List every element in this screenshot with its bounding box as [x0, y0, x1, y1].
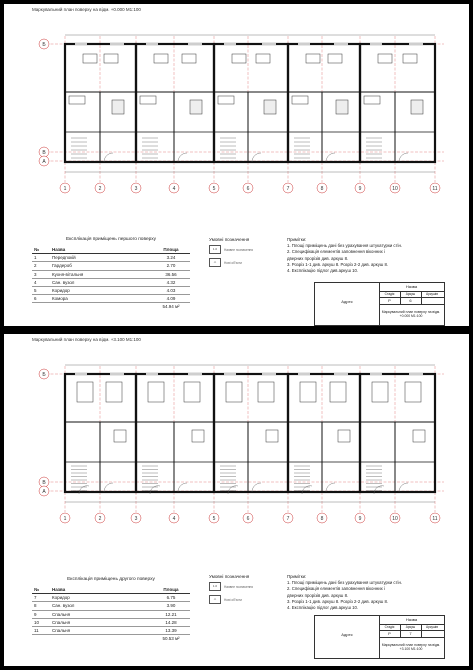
dining-table: [154, 54, 168, 63]
door-swing: [104, 483, 113, 492]
bathtub: [338, 430, 350, 442]
sofa: [182, 54, 196, 63]
kitchen-counter: [218, 96, 234, 104]
wall-outline: [214, 374, 288, 492]
legend-title: Умовні позначення: [209, 574, 250, 579]
axis-number-label: 10: [392, 516, 398, 522]
note-line: 3. Розріз 1-1 див. аркуш 8. Розріз 2-2 див. аркуш 8.: [287, 261, 389, 267]
header-cell: Назва: [50, 586, 152, 594]
header-cell: №: [32, 586, 50, 594]
cell-number: 11: [32, 627, 50, 635]
axis-number-label: 11: [432, 186, 438, 192]
total-area: 50.53 м²: [162, 636, 180, 642]
door-swing: [399, 483, 408, 492]
existing-mark-icon: 1.0: [209, 245, 221, 254]
bathtub: [114, 430, 126, 442]
door-swing: [178, 483, 187, 492]
sheets-header: Аркушів: [426, 625, 438, 629]
axis-letter-label: В: [42, 150, 46, 156]
axis-number-label: 9: [358, 516, 362, 522]
door-swing: [399, 153, 408, 162]
sheet-number: 7: [409, 631, 412, 636]
cell-number: 6: [32, 295, 50, 303]
sofa: [403, 54, 417, 63]
existing-mark-icon: 1.0: [209, 582, 221, 591]
axis-number-label: 3: [134, 516, 138, 522]
axis-number-label: 4: [172, 516, 176, 522]
axis-number-label: 4: [172, 186, 176, 192]
kitchen-counter: [140, 96, 156, 104]
plan-title: Маркувальний план поверху на відм. +3.100 М1:100: [32, 337, 141, 342]
axis-number-label: 1: [63, 186, 67, 192]
bed: [77, 382, 93, 402]
bed: [405, 382, 421, 402]
door-swing: [252, 483, 261, 492]
cell-area: 36.56: [152, 270, 190, 278]
cell-area: 12.21: [152, 610, 190, 618]
room-schedule-table: [32, 246, 190, 311]
sheets-header: Аркушів: [426, 292, 438, 296]
total-area: 54.94 м²: [162, 304, 180, 310]
cell-area: 3.24: [152, 254, 190, 262]
table-total-row: [32, 635, 190, 643]
header-cell: Площа: [152, 586, 190, 594]
storage-room: [190, 100, 202, 114]
axis-number-label: 6: [246, 516, 250, 522]
sheet-description: Маркувальний план поверху на відм. +0.000 М1:100: [381, 310, 441, 319]
notes: [287, 574, 459, 611]
sheet-description: Маркувальний план поверху на відм. +3.100 М1:100: [381, 643, 441, 652]
notes-title: Примітки:: [287, 237, 307, 242]
legend: [209, 574, 253, 608]
storage-room: [112, 100, 124, 114]
warning-triangle-icon: ⚠: [209, 258, 221, 267]
cell-name: Коридор: [50, 594, 152, 602]
bed: [330, 382, 346, 402]
cell-area: 14.28: [152, 618, 190, 626]
cell-name: Передпокій: [50, 254, 152, 262]
table-row: [32, 254, 190, 262]
kitchen-counter: [364, 96, 380, 104]
bathtub: [266, 430, 278, 442]
cell-area: 2.70: [152, 262, 190, 270]
header-cell: Назва: [50, 246, 152, 254]
door-swing: [104, 153, 113, 162]
floor-plan-drawing: [4, 4, 469, 199]
title-block: [314, 615, 445, 659]
sofa: [328, 54, 342, 63]
stage-value: Р: [388, 298, 391, 303]
stage-value: Р: [388, 631, 391, 636]
wall-outline: [136, 374, 214, 492]
axis-number-label: 11: [432, 516, 438, 522]
notes: [287, 237, 459, 274]
cell-area: 4.03: [152, 287, 190, 295]
cell-number: 7: [32, 594, 50, 602]
cell-name: Кухня-вітальня: [50, 270, 152, 278]
table-caption: Експлікація приміщень другого поверху: [67, 577, 155, 582]
table-row: [32, 594, 190, 602]
door-swing: [326, 153, 335, 162]
axis-number-label: 1: [63, 516, 67, 522]
cell-area: 6.75: [152, 594, 190, 602]
dining-table: [306, 54, 320, 63]
room-schedule-table: [32, 586, 190, 642]
bed: [372, 382, 388, 402]
floor-plan-drawing: [4, 334, 469, 529]
cell-name: Спальня: [50, 627, 152, 635]
warning-triangle-icon: ⚠: [209, 595, 221, 604]
wall-outline: [136, 44, 214, 162]
door-swing: [252, 153, 261, 162]
legend-item: ⚠ Нові об'єкти: [209, 595, 253, 604]
cell-name: Сан. вузол: [50, 602, 152, 610]
note-line: 1. Площі приміщень дані без урахування штукатурки стін.: [287, 243, 403, 249]
table-row: [32, 270, 190, 278]
table-row: [32, 627, 190, 635]
cell-name: Спальня: [50, 618, 152, 626]
legend-item: ⚠ Нові об'єкти: [209, 258, 253, 267]
bed: [258, 382, 274, 402]
title-block-address: Адрес: [341, 299, 353, 304]
notes-title: Примітки:: [287, 574, 307, 579]
bed: [148, 382, 164, 402]
title-block-address: Адрес: [341, 632, 353, 637]
drawing-sheet-ground-floor: [4, 4, 469, 326]
table-total-row: [32, 303, 190, 311]
title-block-name: Назва: [405, 617, 418, 622]
table-row: [32, 287, 190, 295]
wall-outline: [288, 374, 360, 492]
storage-room: [264, 100, 276, 114]
sheet-header: Аркуш: [405, 292, 416, 296]
sofa: [256, 54, 270, 63]
cell-name: Комора: [50, 295, 152, 303]
title-block-name: Назва: [405, 284, 418, 289]
door-swing: [178, 153, 187, 162]
storage-room: [336, 100, 348, 114]
sheet-header: Аркуш: [405, 625, 416, 629]
bathtub: [413, 430, 425, 442]
axis-number-label: 2: [98, 516, 102, 522]
wall-outline: [360, 374, 435, 492]
bathtub: [192, 430, 204, 442]
door-swing: [326, 483, 335, 492]
axis-number-label: 9: [358, 186, 362, 192]
note-line: 1. Площі приміщень дані без урахування штукатурки стін.: [287, 580, 403, 586]
note-line: 4. Експлікацію підлог див.аркуш 10.: [287, 268, 359, 274]
drawing-sheet-second-floor: [4, 334, 469, 666]
bed: [226, 382, 242, 402]
axis-number-label: 8: [320, 516, 324, 522]
table-caption: Експлікація приміщень першого поверху: [65, 237, 157, 242]
axis-number-label: 6: [246, 186, 250, 192]
storage-room: [411, 100, 423, 114]
cell-area: 13.39: [152, 627, 190, 635]
cell-number: 2: [32, 262, 50, 270]
bed: [184, 382, 200, 402]
note-line: 4. Експлікацію підлог див.аркуш 10.: [287, 605, 359, 611]
axis-letter-label: А: [42, 489, 46, 495]
header-cell: Площа: [152, 246, 190, 254]
legend: [209, 237, 253, 271]
table-row: [32, 618, 190, 626]
table-row: [32, 602, 190, 610]
legend-item: 1.0 Наявне позначення: [209, 582, 253, 591]
stage-header: Стадія: [384, 292, 395, 296]
bed: [300, 382, 316, 402]
cell-number: 8: [32, 602, 50, 610]
wall-outline: [360, 44, 435, 162]
axis-number-label: 7: [286, 516, 290, 522]
axis-letter-label: А: [42, 159, 46, 165]
cell-name: Гардероб: [50, 262, 152, 270]
table-row: [32, 262, 190, 270]
cell-number: 3: [32, 270, 50, 278]
note-line: 2. Специфікація елементів заповнення віконних і: [287, 586, 385, 592]
cell-number: 4: [32, 278, 50, 286]
axis-number-label: 7: [286, 186, 290, 192]
cell-number: 9: [32, 610, 50, 618]
note-line: 3. Розріз 1-1 див. аркуш 8. Розріз 2-2 див. аркуш 8.: [287, 598, 389, 604]
table-header-row: [32, 586, 190, 594]
dining-table: [232, 54, 246, 63]
title-block: [314, 282, 445, 326]
cell-area: 4.09: [152, 295, 190, 303]
cell-area: 4.32: [152, 278, 190, 286]
axis-number-label: 2: [98, 186, 102, 192]
table-row: [32, 278, 190, 286]
sofa: [104, 54, 118, 63]
dining-table: [83, 54, 97, 63]
note-line: дверних прорізів див. аркуш 8.: [287, 592, 349, 598]
axis-number-label: 8: [320, 186, 324, 192]
cell-number: 1: [32, 254, 50, 262]
axis-letter-label: Б: [42, 372, 46, 378]
legend-title: Умовні позначення: [209, 237, 250, 242]
cell-name: Сан. вузол: [50, 278, 152, 286]
table-row: [32, 610, 190, 618]
table-header-row: [32, 246, 190, 254]
axis-letter-label: В: [42, 480, 46, 486]
legend-item: 1.0 Наявне позначення: [209, 245, 253, 254]
axis-number-label: 5: [212, 186, 216, 192]
plan-title: Маркувальний план поверху на відм. +0.000 М1:100: [32, 7, 141, 12]
note-line: 2. Специфікація елементів заповнення віконних і: [287, 249, 385, 255]
header-cell: №: [32, 246, 50, 254]
cell-number: 5: [32, 287, 50, 295]
kitchen-counter: [69, 96, 85, 104]
cell-area: 3.90: [152, 602, 190, 610]
axis-letter-label: Б: [42, 42, 46, 48]
wall-outline: [214, 44, 288, 162]
axis-number-label: 10: [392, 186, 398, 192]
cell-number: 10: [32, 618, 50, 626]
dining-table: [378, 54, 392, 63]
axis-number-label: 3: [134, 186, 138, 192]
bed: [106, 382, 122, 402]
stage-header: Стадія: [384, 625, 395, 629]
wall-outline: [288, 44, 360, 162]
cell-name: Спальня: [50, 610, 152, 618]
sheet-number: 6: [409, 298, 412, 303]
table-row: [32, 295, 190, 303]
axis-number-label: 5: [212, 516, 216, 522]
cell-name: Коридор: [50, 287, 152, 295]
kitchen-counter: [292, 96, 308, 104]
note-line: дверних прорізів див. аркуш 8.: [287, 255, 349, 261]
